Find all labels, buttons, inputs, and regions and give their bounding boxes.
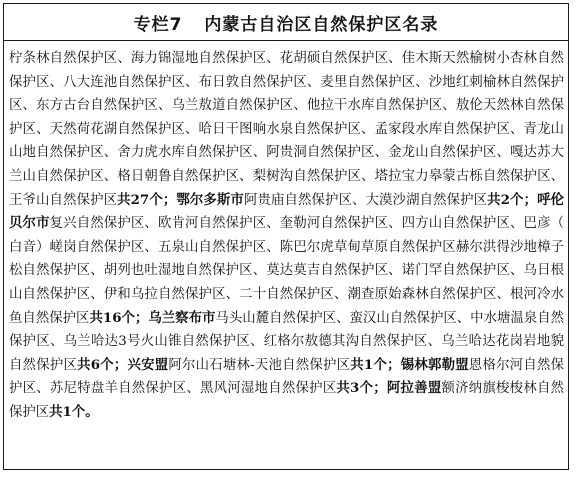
- reserve-list-segment: 阿贵庙自然保护区、大漠沙湖自然保护区: [243, 192, 488, 208]
- region-count-label: 共2个；呼伦贝尔市: [9, 191, 565, 232]
- column-title: [4, 4, 568, 41]
- reserve-list-segment: 复兴自然保护区、欧肯河自然保护区、奎勒河自然保护区、四方山自然保护区、巴彦（白音）嵯岗自然保护区、五泉山自然保护区、陈巴尔虎草甸草原自然保护区赫尔洪得沙地樟子松自然保护区、胡列也吐湿地自然保护区、莫达莫吉自然保护区、诺门罕自然保护区、乌日根山自然保护区、伊和乌拉自然保护区、二十自然保护区、潮查原始森林自然保护区、根河冷水鱼自然保护区: [9, 216, 565, 326]
- region-count-label: 共1个；锡林郭勒盟: [350, 356, 469, 373]
- region-count-label: 共3个；阿拉善盟: [336, 380, 442, 397]
- reserve-list-segment: 柠条林自然保护区、海力锦湿地自然保护区、花胡硕自然保护区、佳木斯天然榆树小杏林自然保护区、八大连池自然保护区、布日敦自然保护区、麦里自然保护区、沙地红刺榆林自然保护区、东方古台自然保护区、乌兰敖道自然保护区、他拉干水库自然保护区、敖伦天然林自然保护区、天然荷花湖自然保护区、哈日干图响水泉自然保护区、孟家段水库自然保护区、青龙山山地自然保护区、舍力虎水库自然保护区、阿贵洞自然保护区、金龙山自然保护区、嘎达苏大兰山自然保护区、格日朝鲁自然保护区、梨树沟自然保护区、塔拉宝力皋蒙古栎自然保护区、王爷山自然保护区: [9, 51, 564, 208]
- column-box: [3, 3, 569, 470]
- region-count-label: 共1个。: [49, 403, 99, 420]
- reserve-list-segment: 恩格尔河自然保护区、苏尼特盘羊自然保护区、黑风河湿地自然保护区: [9, 357, 564, 397]
- reserve-list-segment: 阿尔山石塘林-天池自然保护区: [168, 357, 351, 373]
- region-count-label: 共27个；鄂尔多斯市: [117, 191, 244, 208]
- region-count-label: 共16个；乌兰察布市: [89, 309, 216, 326]
- reserve-list-text: [4, 41, 568, 425]
- column-label: 专栏7: [133, 14, 183, 35]
- region-count-label: 共6个；兴安盟: [77, 356, 169, 373]
- column-heading: 内蒙古自治区自然保护区名录: [204, 14, 439, 35]
- reserve-list-segment: 马头山麓自然保护区、蛮汉山自然保护区、中水塘温泉自然保护区、乌兰哈达3号火山锥自然保护区、红格尔敖德其沟自然保护区、乌兰哈达花岗岩地貌自然保护区: [9, 310, 565, 373]
- reserve-list-segment: 额济纳旗梭梭林自然保护区: [9, 381, 564, 420]
